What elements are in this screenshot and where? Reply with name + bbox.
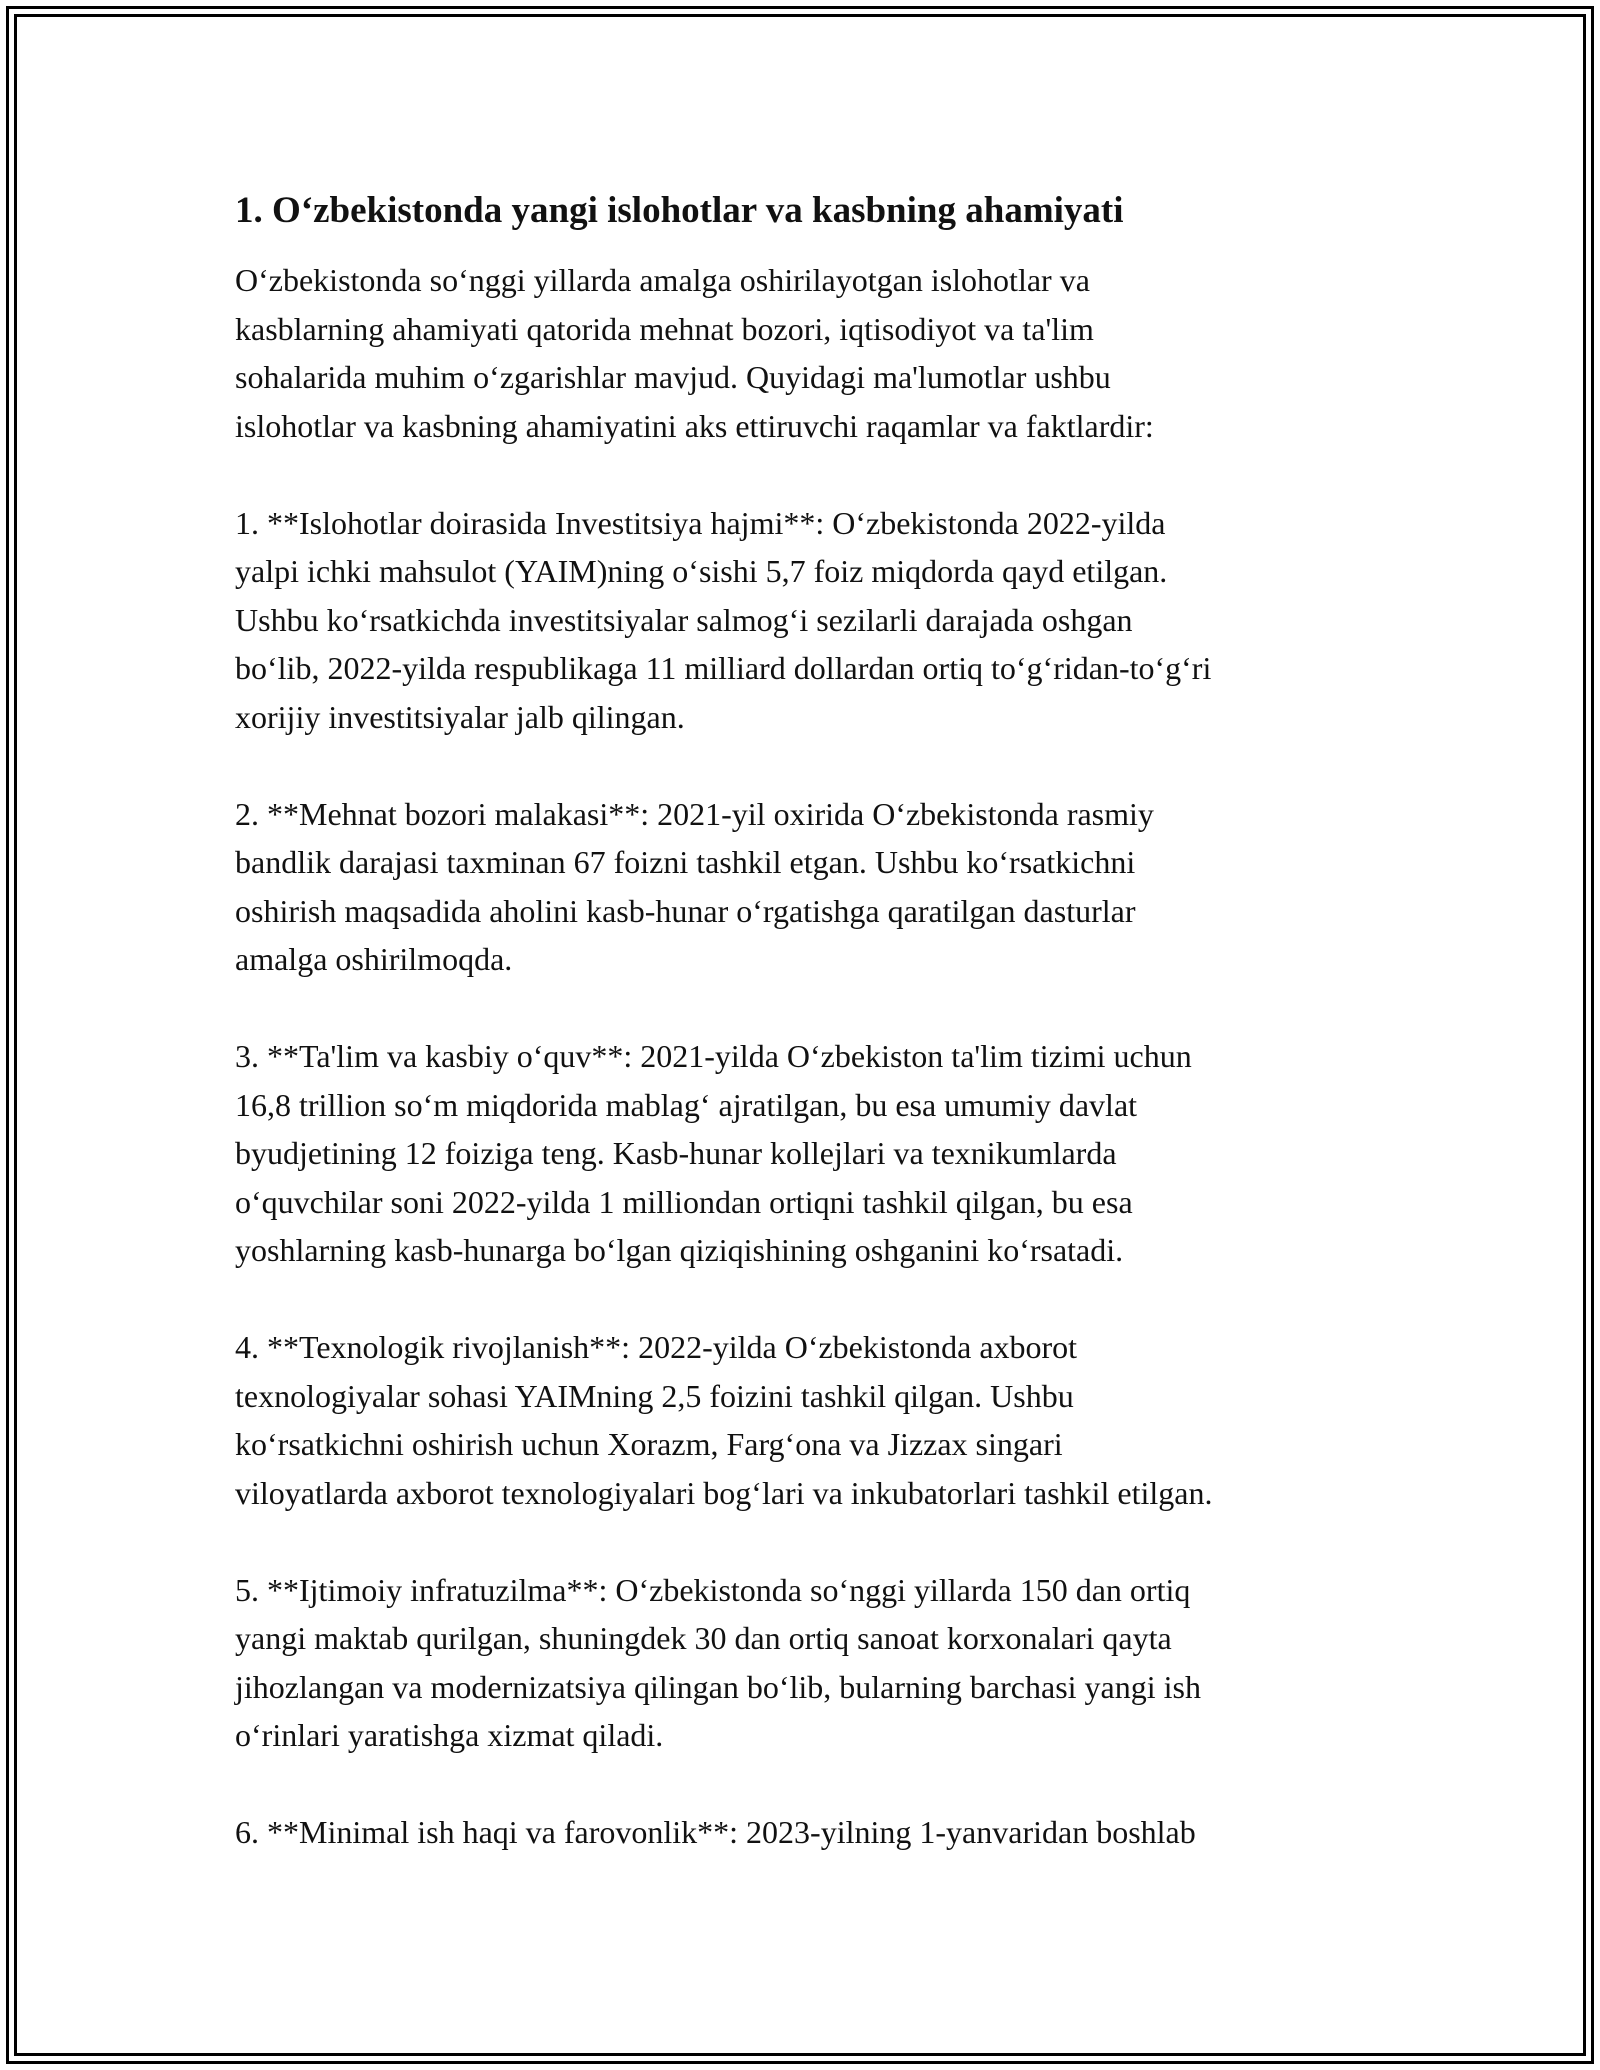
text-line: oshirish maqsadida aholini kasb-hunar o‘rgatishga qaratilgan dasturlar [235, 892, 1136, 929]
text-line: 16,8 trillion so‘m miqdorida mablag‘ ajratilgan, bu esa umumiy davlat [235, 1086, 1138, 1123]
text-line: 2. **Mehnat bozori malakasi**: 2021-yil oxirida O‘zbekistonda rasmiy [235, 795, 1154, 832]
list-item-investment [235, 499, 1375, 742]
text-line: ko‘rsatkichni oshirish uchun Xorazm, Farg‘ona va Jizzax singari [235, 1426, 1063, 1462]
text-line: Ushbu ko‘rsatkichda investitsiyalar salmog‘i sezilarli darajada oshgan [235, 601, 1133, 638]
intro-paragraph [235, 256, 1375, 450]
text-line: texnologiyalar sohasi YAIMning 2,5 foizini tashkil qilgan. Ushbu [235, 1377, 1074, 1414]
text-line: jihozlangan va modernizatsiya qilingan bo‘lib, bularning barchasi yangi ish [235, 1668, 1201, 1705]
section-heading: 1. O‘zbekistonda yangi islohotlar va kasbning ahamiyati [235, 190, 1124, 231]
text-line: islohotlar va kasbning ahamiyatini aks ettiruvchi raqamlar va faktlardir: [235, 407, 1154, 444]
text-line: bo‘lib, 2022-yilda respublikaga 11 milliard dollardan ortiq to‘g‘ridan-to‘g‘ri [235, 650, 1212, 686]
list-item-infrastructure [235, 1566, 1375, 1760]
text-line: sohalarida muhim o‘zgarishlar mavjud. Quyidagi ma'lumotlar ushbu [235, 359, 1111, 395]
text-line: amalga oshirilmoqda. [235, 941, 513, 977]
text-line: yangi maktab qurilgan, shuningdek 30 dan ortiq sanoat korxonalari qayta [235, 1620, 1172, 1656]
text-line: bandlik darajasi taxminan 67 foizni tashkil etgan. Ushbu ko‘rsatkichni [235, 844, 1136, 880]
document-body [235, 186, 1375, 1905]
text-line: kasblarning ahamiyati qatorida mehnat bozori, iqtisodiyot va ta'lim [235, 310, 1094, 347]
text-line: 1. **Islohotlar doirasida Investitsiya hajmi**: O‘zbekistonda 2022-yilda [235, 504, 1166, 541]
text-line: byudjetining 12 foiziga teng. Kasb-hunar kollejlari va texnikumlarda [235, 1135, 1117, 1171]
text-line: O‘zbekistonda so‘nggi yillarda amalga oshirilayotgan islohotlar va [235, 262, 1090, 298]
text-line: o‘quvchilar soni 2022-yilda 1 milliondan ortiqni tashkil qilgan, bu esa [235, 1183, 1133, 1220]
list-item-education [235, 1032, 1375, 1275]
text-line: 4. **Texnologik rivojlanish**: 2022-yilda O‘zbekistonda axborot [235, 1329, 1078, 1365]
text-line: 3. **Ta'lim va kasbiy o‘quv**: 2021-yilda O‘zbekiston ta'lim tizimi uchun [235, 1038, 1192, 1074]
list-item-technology [235, 1323, 1375, 1517]
list-item-minimum-wage [235, 1808, 1375, 1857]
text-line: yoshlarning kasb-hunarga bo‘lgan qiziqishining oshganini ko‘rsatadi. [235, 1232, 1124, 1268]
text-line: 5. **Ijtimoiy infratuzilma**: O‘zbekistonda so‘nggi yillarda 150 dan ortiq [235, 1571, 1191, 1608]
text-line: o‘rinlari yaratishga xizmat qiladi. [235, 1717, 664, 1753]
text-line: xorijiy investitsiyalar jalb qilingan. [235, 698, 685, 735]
text-line: yalpi ichki mahsulot (YAIM)ning o‘sishi 5,7 foiz miqdorda qayd etilgan. [235, 553, 1168, 589]
text-line: viloyatlarda axborot texnologiyalari bog‘lari va inkubatorlari tashkil etilgan. [235, 1474, 1213, 1511]
list-item-labor-market [235, 790, 1375, 984]
text-line: 6. **Minimal ish haqi va farovonlik**: 2023-yilning 1-yanvaridan boshlab [235, 1814, 1196, 1850]
